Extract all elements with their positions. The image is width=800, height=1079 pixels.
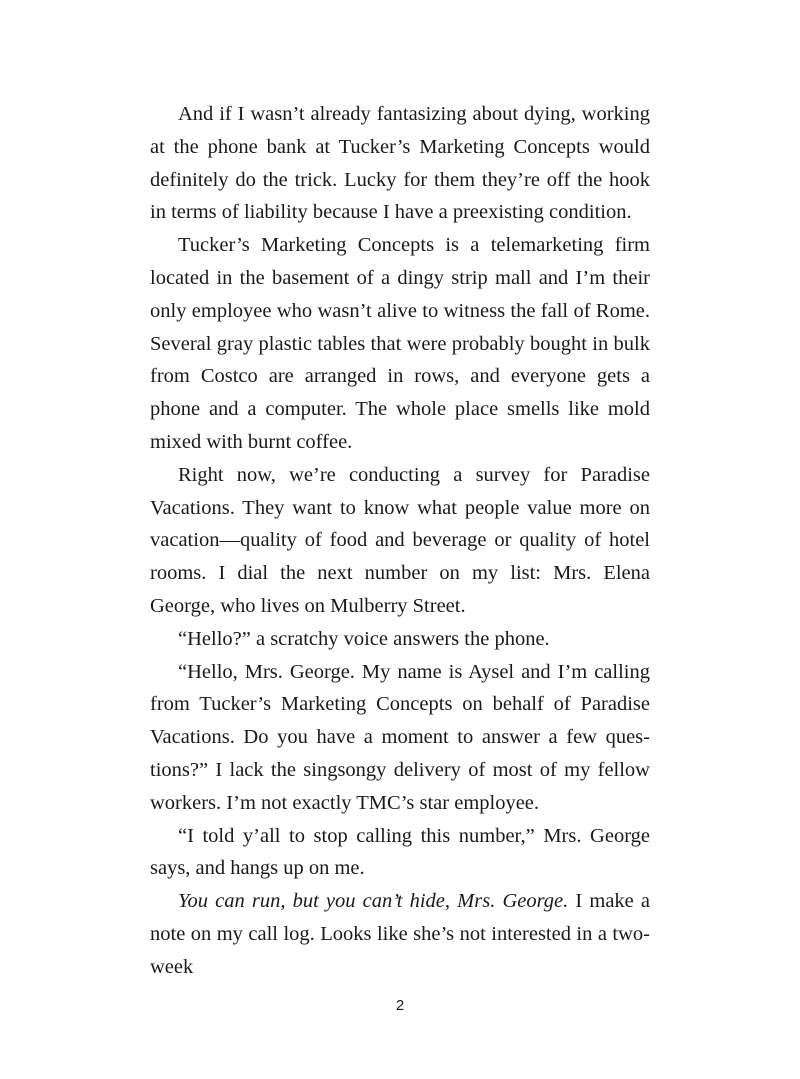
page-number: 2 [395,997,405,1014]
paragraph-7-italic: You can run, but you can’t hide, Mrs. George. [178,890,569,913]
paragraph-3: Right now, we’re conducting a survey for Paradise Vacations. They want to know what people value more on vacation—quality of food and beverage or quality of hotel rooms. I dial the next number on my list: Mrs. Elena George, who lives on Mulberry Street. [150,463,650,617]
paragraph-6: “I told y’all to stop calling this number,” Mrs. George says, and hangs up on me. [150,824,650,880]
paragraph-4: “Hello?” a scratchy voice answers the phone. [178,627,550,650]
paragraph-2: Tucker’s Marketing Concepts is a telemarketing firm located in the basement of a dingy strip mall and I’m their only employee who wasn’t alive to witness the fall of Rome. Several gray plastic tables that were probably bought in bulk from Costco are arranged in rows, and everyone gets a phone and a computer. The whole place smells like mold mixed with burnt coffee. [150,234,650,453]
paragraph-7-text: I make a note on my call log. Looks like she’s not interested in a two-week [150,890,650,978]
paragraph-5: “Hello, Mrs. George. My name is Aysel and I’m calling from Tucker’s Marketing Concepts on behalf of Paradise Vacations. Do you have a moment to answer a few questions?” I lack the singsongy delivery of most of my fellow workers. I’m not exactly TMC’s star employee. [150,660,650,814]
paragraph-1: And if I wasn’t already fantasizing about dying, working at the phone bank at Tucker’s Marketing Concepts would definitely do the trick. Lucky for them they’re off the hook in terms of liability because I have a preexisting condition. [150,103,650,224]
paragraph-7 [150,885,650,983]
body-text [150,98,650,984]
